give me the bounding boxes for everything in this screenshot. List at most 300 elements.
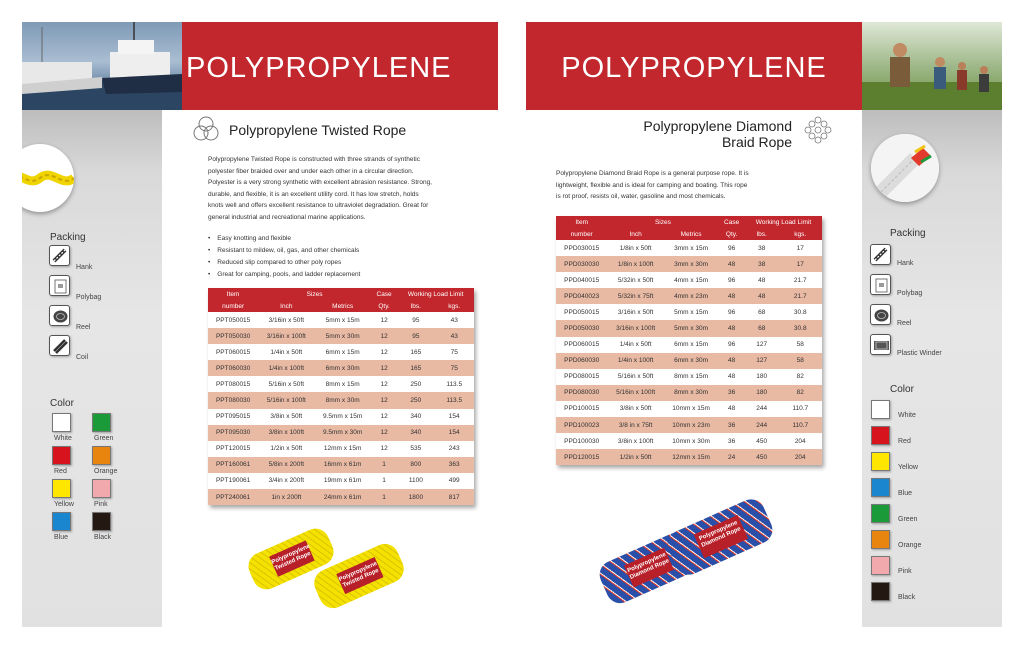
color-swatch: [52, 479, 71, 498]
color-label: Pink: [898, 568, 912, 575]
color-label: Orange: [898, 542, 922, 549]
cell-size-inch: 3/16in x 50ft: [607, 304, 663, 320]
cell-case-qty: 48: [718, 353, 745, 369]
table-row: [208, 312, 474, 328]
cell-size-inch: 3/8 in x 75ft: [607, 417, 663, 433]
hikers-photo: [862, 22, 1002, 110]
table-row: [556, 304, 822, 320]
color-option-pink: [871, 556, 912, 575]
cell-wll-kgs: 82: [779, 369, 823, 385]
color-label: Blue: [898, 490, 913, 497]
cell-size-inch: 5/16in x 100ft: [607, 385, 663, 401]
description-line: general industrial and recreational marine applications.: [208, 213, 366, 221]
packing-title: Packing: [890, 228, 926, 239]
table-row: [556, 337, 822, 353]
cell-size-metric: 5mm x 15m: [314, 312, 371, 328]
packing-label: Hank: [76, 264, 93, 271]
cell-size-inch: 5/16in x 100ft: [258, 392, 314, 408]
color-option-black: [92, 512, 112, 541]
cell-wll-lbs: 68: [745, 320, 779, 336]
cell-size-metric: 6mm x 30m: [664, 353, 719, 369]
table-row: [208, 473, 474, 489]
cell-size-metric: 10mm x 15m: [664, 401, 719, 417]
col-kgs: kgs.: [434, 300, 474, 312]
rope-hank-image: [663, 495, 777, 579]
cell-size-metric: 8mm x 15m: [664, 369, 719, 385]
packing-item-reel: [49, 305, 91, 331]
color-label: Red: [54, 468, 67, 475]
cell-wll-lbs: 180: [745, 369, 779, 385]
description-line: lightweight, flexible and is ideal for camping and boating. This rope: [556, 181, 748, 189]
right-page: [526, 22, 1002, 627]
cell-size-inch: 3/16in x 100ft: [258, 328, 314, 344]
color-option-green: [92, 413, 114, 442]
cell-wll-kgs: 17: [779, 240, 823, 256]
cell-case-qty: 12: [371, 441, 397, 457]
hank-label: Polypropylene Twisted Rope: [336, 557, 383, 594]
cell-item-number: PPT080015: [208, 376, 258, 392]
hank-label: Polypropylene Diamond Rope: [624, 547, 674, 587]
col-metrics: Metrics: [664, 228, 719, 240]
cell-wll-lbs: 165: [397, 344, 434, 360]
table-row: [556, 449, 822, 465]
feature-item: • Reduced slip compared to other poly ropes: [208, 257, 360, 269]
cell-wll-kgs: 82: [779, 385, 823, 401]
cell-wll-kgs: 21.7: [779, 288, 823, 304]
cell-wll-lbs: 127: [745, 353, 779, 369]
cell-case-qty: 1: [371, 473, 397, 489]
cell-wll-lbs: 1800: [397, 489, 434, 505]
col-wll: Working Load Limit: [397, 288, 474, 300]
cell-size-metric: 12mm x 15m: [314, 441, 371, 457]
cell-wll-lbs: 340: [397, 409, 434, 425]
cell-wll-kgs: 30.8: [779, 304, 823, 320]
cell-wll-lbs: 340: [397, 425, 434, 441]
cell-wll-lbs: 95: [397, 328, 434, 344]
cell-size-inch: 3/8in x 50ft: [258, 409, 314, 425]
col-item: Item: [208, 288, 258, 300]
color-label: White: [54, 435, 72, 442]
col-inch: Inch: [607, 228, 663, 240]
col-qty: Qty.: [371, 300, 397, 312]
product-title-line: Polypropylene Diamond: [643, 118, 792, 134]
packing-label: Reel: [76, 324, 91, 331]
table-row: [556, 433, 822, 449]
cell-case-qty: 36: [718, 385, 745, 401]
cell-item-number: PPT190061: [208, 473, 258, 489]
table-row: [208, 344, 474, 360]
cell-item-number: PPT080030: [208, 392, 258, 408]
col-wll: Working Load Limit: [745, 216, 822, 228]
packing-label: Plastic Winder: [897, 350, 942, 357]
white-rope-image: [871, 134, 939, 202]
cell-case-qty: 12: [371, 344, 397, 360]
cell-size-inch: 1/4in x 100ft: [258, 360, 314, 376]
cell-wll-kgs: 363: [434, 457, 474, 473]
table-row: [208, 360, 474, 376]
description-line: Polypropylene Diamond Braid Rope is a general purpose rope. It is: [556, 170, 749, 177]
packing-label: Polybag: [897, 290, 923, 297]
cell-size-inch: 1/4in x 100ft: [607, 353, 663, 369]
coil-icon: [49, 335, 70, 356]
cell-size-metric: 8mm x 30m: [664, 385, 719, 401]
col-lbs: lbs.: [397, 300, 434, 312]
table-row: [208, 409, 474, 425]
feature-item: • Easy knotting and flexible: [208, 233, 360, 245]
color-option-black: [871, 582, 916, 601]
table-row: [208, 392, 474, 408]
cell-size-inch: 3/8in x 100ft: [258, 425, 314, 441]
cell-size-metric: 9.5mm x 30m: [314, 425, 371, 441]
color-label: Black: [898, 594, 916, 601]
product-title: [624, 118, 792, 150]
cell-size-inch: 3/8in x 50ft: [607, 401, 663, 417]
cell-size-metric: 10mm x 30m: [664, 433, 719, 449]
description-line: knots well and offers excellent resistance to ultraviolet degradation. Great for: [208, 202, 429, 209]
col-number: number: [208, 300, 258, 312]
table-row: [208, 328, 474, 344]
cell-wll-lbs: 450: [745, 449, 779, 465]
color-label: Black: [94, 534, 112, 541]
cell-case-qty: 36: [718, 417, 745, 433]
cell-case-qty: 12: [371, 312, 397, 328]
diamond-braid-icon: [804, 116, 832, 144]
cell-case-qty: 24: [718, 449, 745, 465]
description-line: Polypropylene Twisted Rope is constructed with three strands of synthetic: [208, 156, 420, 163]
cell-size-metric: 3mm x 15m: [664, 240, 719, 256]
color-title: Color: [890, 384, 914, 395]
color-option-red: [52, 446, 71, 475]
color-label: Green: [898, 516, 918, 523]
reel-icon: [870, 304, 891, 325]
cell-item-number: PPT050015: [208, 312, 258, 328]
cell-size-metric: 8mm x 30m: [314, 392, 371, 408]
cell-item-number: PPT060015: [208, 344, 258, 360]
cell-case-qty: 36: [718, 433, 745, 449]
packing-label: Polybag: [76, 294, 102, 301]
cell-item-number: PPD080015: [556, 369, 607, 385]
cell-wll-kgs: 43: [434, 312, 474, 328]
cell-wll-kgs: 499: [434, 473, 474, 489]
table-row: [556, 401, 822, 417]
feature-list: [208, 233, 360, 281]
cell-case-qty: 96: [718, 304, 745, 320]
col-kgs: kgs.: [779, 228, 823, 240]
table-row: [208, 457, 474, 473]
cell-case-qty: 48: [718, 288, 745, 304]
cell-item-number: PPT160061: [208, 457, 258, 473]
polybag-icon: [870, 274, 891, 295]
cell-size-metric: 16mm x 61m: [314, 457, 371, 473]
cell-case-qty: 1: [371, 457, 397, 473]
cell-wll-kgs: 204: [779, 433, 823, 449]
cell-item-number: PPD040023: [556, 288, 607, 304]
cell-case-qty: 12: [371, 392, 397, 408]
cell-item-number: PPT050030: [208, 328, 258, 344]
table-row: [208, 489, 474, 505]
cell-item-number: PPD080030: [556, 385, 607, 401]
color-label: Blue: [54, 534, 69, 541]
color-swatch: [871, 530, 890, 549]
color-option-white: [52, 413, 72, 442]
cell-case-qty: 12: [371, 425, 397, 441]
plastic-winder-icon: [870, 334, 891, 355]
cell-wll-kgs: 58: [779, 337, 823, 353]
cell-wll-lbs: 250: [397, 392, 434, 408]
cell-item-number: PPD060015: [556, 337, 607, 353]
cell-wll-lbs: 165: [397, 360, 434, 376]
color-swatch: [871, 452, 890, 471]
color-option-white: [871, 400, 916, 419]
color-swatch: [871, 556, 890, 575]
cell-item-number: PPD100023: [556, 417, 607, 433]
packing-item-polybag: [49, 275, 102, 301]
color-label: Yellow: [54, 501, 74, 508]
color-swatch: [871, 400, 890, 419]
cell-wll-lbs: 95: [397, 312, 434, 328]
cell-wll-kgs: 154: [434, 425, 474, 441]
left-banner: [182, 22, 498, 110]
table-row: [556, 385, 822, 401]
description-line: durable, and flexible, it is an excellent utility cord. It has low stretch, holds: [208, 190, 419, 198]
cell-item-number: PPD100015: [556, 401, 607, 417]
color-swatch: [52, 446, 71, 465]
col-item: Item: [556, 216, 607, 228]
col-sizes: Sizes: [607, 216, 718, 228]
product-title-line: Braid Rope: [721, 134, 792, 150]
cell-item-number: PPD050015: [556, 304, 607, 320]
color-option-pink: [92, 479, 111, 508]
color-swatch: [92, 413, 111, 432]
color-label: Orange: [94, 468, 118, 475]
color-option-green: [871, 504, 918, 523]
cell-size-inch: 1/2in x 50ft: [607, 449, 663, 465]
cell-wll-lbs: 68: [745, 304, 779, 320]
cell-wll-lbs: 800: [397, 457, 434, 473]
cell-size-metric: 5mm x 30m: [314, 328, 371, 344]
packing-item-hank: [870, 244, 914, 267]
product-description: [208, 154, 498, 223]
cell-case-qty: 48: [718, 401, 745, 417]
cell-item-number: PPD120015: [556, 449, 607, 465]
cell-item-number: PPD040015: [556, 272, 607, 288]
cell-size-inch: 1/2in x 50ft: [258, 441, 314, 457]
product-description: [556, 168, 816, 203]
table-row: [208, 441, 474, 457]
cell-size-metric: 6mm x 30m: [314, 360, 371, 376]
cell-wll-lbs: 38: [745, 240, 779, 256]
cell-size-inch: 3/16in x 50ft: [258, 312, 314, 328]
cell-size-inch: 1/8in x 100ft: [607, 256, 663, 272]
cell-size-metric: 10mm x 23m: [664, 417, 719, 433]
cell-wll-lbs: 450: [745, 433, 779, 449]
color-option-blue: [52, 512, 71, 541]
col-case: Case: [718, 216, 745, 228]
cell-wll-lbs: 180: [745, 385, 779, 401]
color-option-yellow: [871, 452, 918, 471]
cell-wll-kgs: 21.7: [779, 272, 823, 288]
cell-size-inch: 1/4in x 50ft: [258, 344, 314, 360]
cell-size-inch: 5/16in x 50ft: [607, 369, 663, 385]
table-row: [208, 425, 474, 441]
packing-item-reel: [870, 304, 912, 327]
packing-label: Hank: [897, 260, 914, 267]
color-option-orange: [871, 530, 922, 549]
boat-photo: [22, 22, 182, 110]
cell-size-inch: 1/8in x 50ft: [607, 240, 663, 256]
color-swatch: [52, 512, 71, 531]
packing-item-plastic-winder: [870, 334, 942, 357]
cell-size-metric: 8mm x 15m: [314, 376, 371, 392]
cell-size-inch: 5/8in x 200ft: [258, 457, 314, 473]
cell-item-number: PPD030030: [556, 256, 607, 272]
cell-wll-kgs: 154: [434, 409, 474, 425]
cell-wll-kgs: 30.8: [779, 320, 823, 336]
cell-case-qty: 96: [718, 337, 745, 353]
cell-wll-lbs: 38: [745, 256, 779, 272]
packing-label: Reel: [897, 320, 912, 327]
diamond-braid-table: [556, 216, 822, 465]
packing-title: Packing: [50, 232, 86, 243]
cell-item-number: PPT095015: [208, 409, 258, 425]
color-option-red: [871, 426, 911, 445]
table-row: [556, 353, 822, 369]
cell-size-inch: 1in x 200ft: [258, 489, 314, 505]
right-banner: [526, 22, 862, 110]
cell-size-inch: 5/32in x 50ft: [607, 272, 663, 288]
polybag-icon: [49, 275, 70, 296]
cell-size-metric: 19mm x 61m: [314, 473, 371, 489]
twisted-rope-icon: [192, 116, 220, 142]
color-option-blue: [871, 478, 913, 497]
hank-label: Polypropylene Diamond Rope: [694, 515, 748, 558]
feature-item: • Resistant to mildew, oil, gas, and other chemicals: [208, 245, 360, 257]
color-swatch: [871, 582, 890, 601]
cell-case-qty: 48: [718, 369, 745, 385]
cell-item-number: PPD100030: [556, 433, 607, 449]
cell-size-inch: 1/4in x 50ft: [607, 337, 663, 353]
color-option-yellow: [52, 479, 74, 508]
table-row: [556, 272, 822, 288]
feature-item: • Great for camping, pools, and ladder replacement: [208, 269, 360, 281]
twisted-rope-table: [208, 288, 474, 505]
packing-label: Coil: [76, 354, 89, 361]
col-number: number: [556, 228, 607, 240]
table-row: [208, 376, 474, 392]
cell-size-inch: 3/16in x 100ft: [607, 320, 663, 336]
cell-wll-kgs: 817: [434, 489, 474, 505]
col-sizes: Sizes: [258, 288, 371, 300]
packing-item-coil: [49, 335, 89, 361]
cell-case-qty: 1: [371, 489, 397, 505]
cell-size-inch: 5/32in x 75ft: [607, 288, 663, 304]
cell-case-qty: 96: [718, 272, 745, 288]
cell-wll-lbs: 48: [745, 272, 779, 288]
cell-wll-lbs: 250: [397, 376, 434, 392]
col-inch: Inch: [258, 300, 314, 312]
cell-wll-kgs: 43: [434, 328, 474, 344]
hank-icon: [870, 244, 891, 265]
cell-item-number: PPD060030: [556, 353, 607, 369]
cell-size-metric: 5mm x 30m: [664, 320, 719, 336]
cell-case-qty: 12: [371, 409, 397, 425]
cell-size-inch: 3/8in x 100ft: [607, 433, 663, 449]
cell-item-number: PPD030015: [556, 240, 607, 256]
cell-wll-lbs: 48: [745, 288, 779, 304]
cell-item-number: PPT095030: [208, 425, 258, 441]
packing-item-hank: [49, 245, 93, 271]
cell-item-number: PPD050030: [556, 320, 607, 336]
color-label: Green: [94, 435, 114, 442]
cell-wll-kgs: 204: [779, 449, 823, 465]
cell-size-metric: 24mm x 61m: [314, 489, 371, 505]
cell-wll-kgs: 58: [779, 353, 823, 369]
cell-wll-kgs: 110.7: [779, 417, 823, 433]
cell-wll-lbs: 127: [745, 337, 779, 353]
color-label: Yellow: [898, 464, 918, 471]
cell-case-qty: 96: [718, 240, 745, 256]
color-swatch: [871, 504, 890, 523]
banner-title: POLYPROPYLENE: [561, 52, 827, 84]
cell-size-metric: 4mm x 15m: [664, 272, 719, 288]
table-row: [556, 256, 822, 272]
color-swatch: [92, 446, 111, 465]
cell-size-metric: 12mm x 15m: [664, 449, 719, 465]
description-line: polyester fiber braided over and under each other in a circular direction.: [208, 167, 414, 175]
cell-item-number: PPT120015: [208, 441, 258, 457]
cell-size-metric: 4mm x 23m: [664, 288, 719, 304]
color-label: Pink: [94, 501, 108, 508]
col-lbs: lbs.: [745, 228, 779, 240]
description-line: Polyester is a very strong synthetic with excellent abrasion resistance. Strong,: [208, 179, 432, 186]
banner-title: POLYPROPYLENE: [186, 52, 452, 84]
hank-label: Polypropylene Twisted Rope: [269, 541, 314, 577]
col-qty: Qty.: [718, 228, 745, 240]
table-row: [556, 417, 822, 433]
color-swatch: [871, 426, 890, 445]
cell-wll-kgs: 113.5: [434, 392, 474, 408]
table-row: [556, 369, 822, 385]
color-option-orange: [92, 446, 118, 475]
cell-wll-kgs: 17: [779, 256, 823, 272]
cell-size-inch: 3/4in x 200ft: [258, 473, 314, 489]
cell-wll-lbs: 244: [745, 417, 779, 433]
cell-case-qty: 48: [718, 256, 745, 272]
cell-case-qty: 12: [371, 360, 397, 376]
cell-size-metric: 3mm x 30m: [664, 256, 719, 272]
cell-wll-kgs: 75: [434, 344, 474, 360]
left-content: [162, 110, 498, 627]
color-swatch: [52, 413, 71, 432]
table-row: [556, 288, 822, 304]
color-title: Color: [50, 398, 74, 409]
cell-case-qty: 12: [371, 376, 397, 392]
cell-size-metric: 5mm x 15m: [664, 304, 719, 320]
color-swatch: [92, 512, 111, 531]
cell-wll-kgs: 75: [434, 360, 474, 376]
cell-item-number: PPT060030: [208, 360, 258, 376]
color-label: White: [898, 412, 916, 419]
cell-case-qty: 48: [718, 320, 745, 336]
cell-size-metric: 6mm x 15m: [314, 344, 371, 360]
cell-size-inch: 5/16in x 50ft: [258, 376, 314, 392]
cell-wll-kgs: 110.7: [779, 401, 823, 417]
description-line: is rot proof, resists oil, water, gasoline and most chemicals.: [556, 193, 726, 200]
col-case: Case: [371, 288, 397, 300]
cell-item-number: PPT240061: [208, 489, 258, 505]
color-label: Red: [898, 438, 911, 445]
reel-icon: [49, 305, 70, 326]
